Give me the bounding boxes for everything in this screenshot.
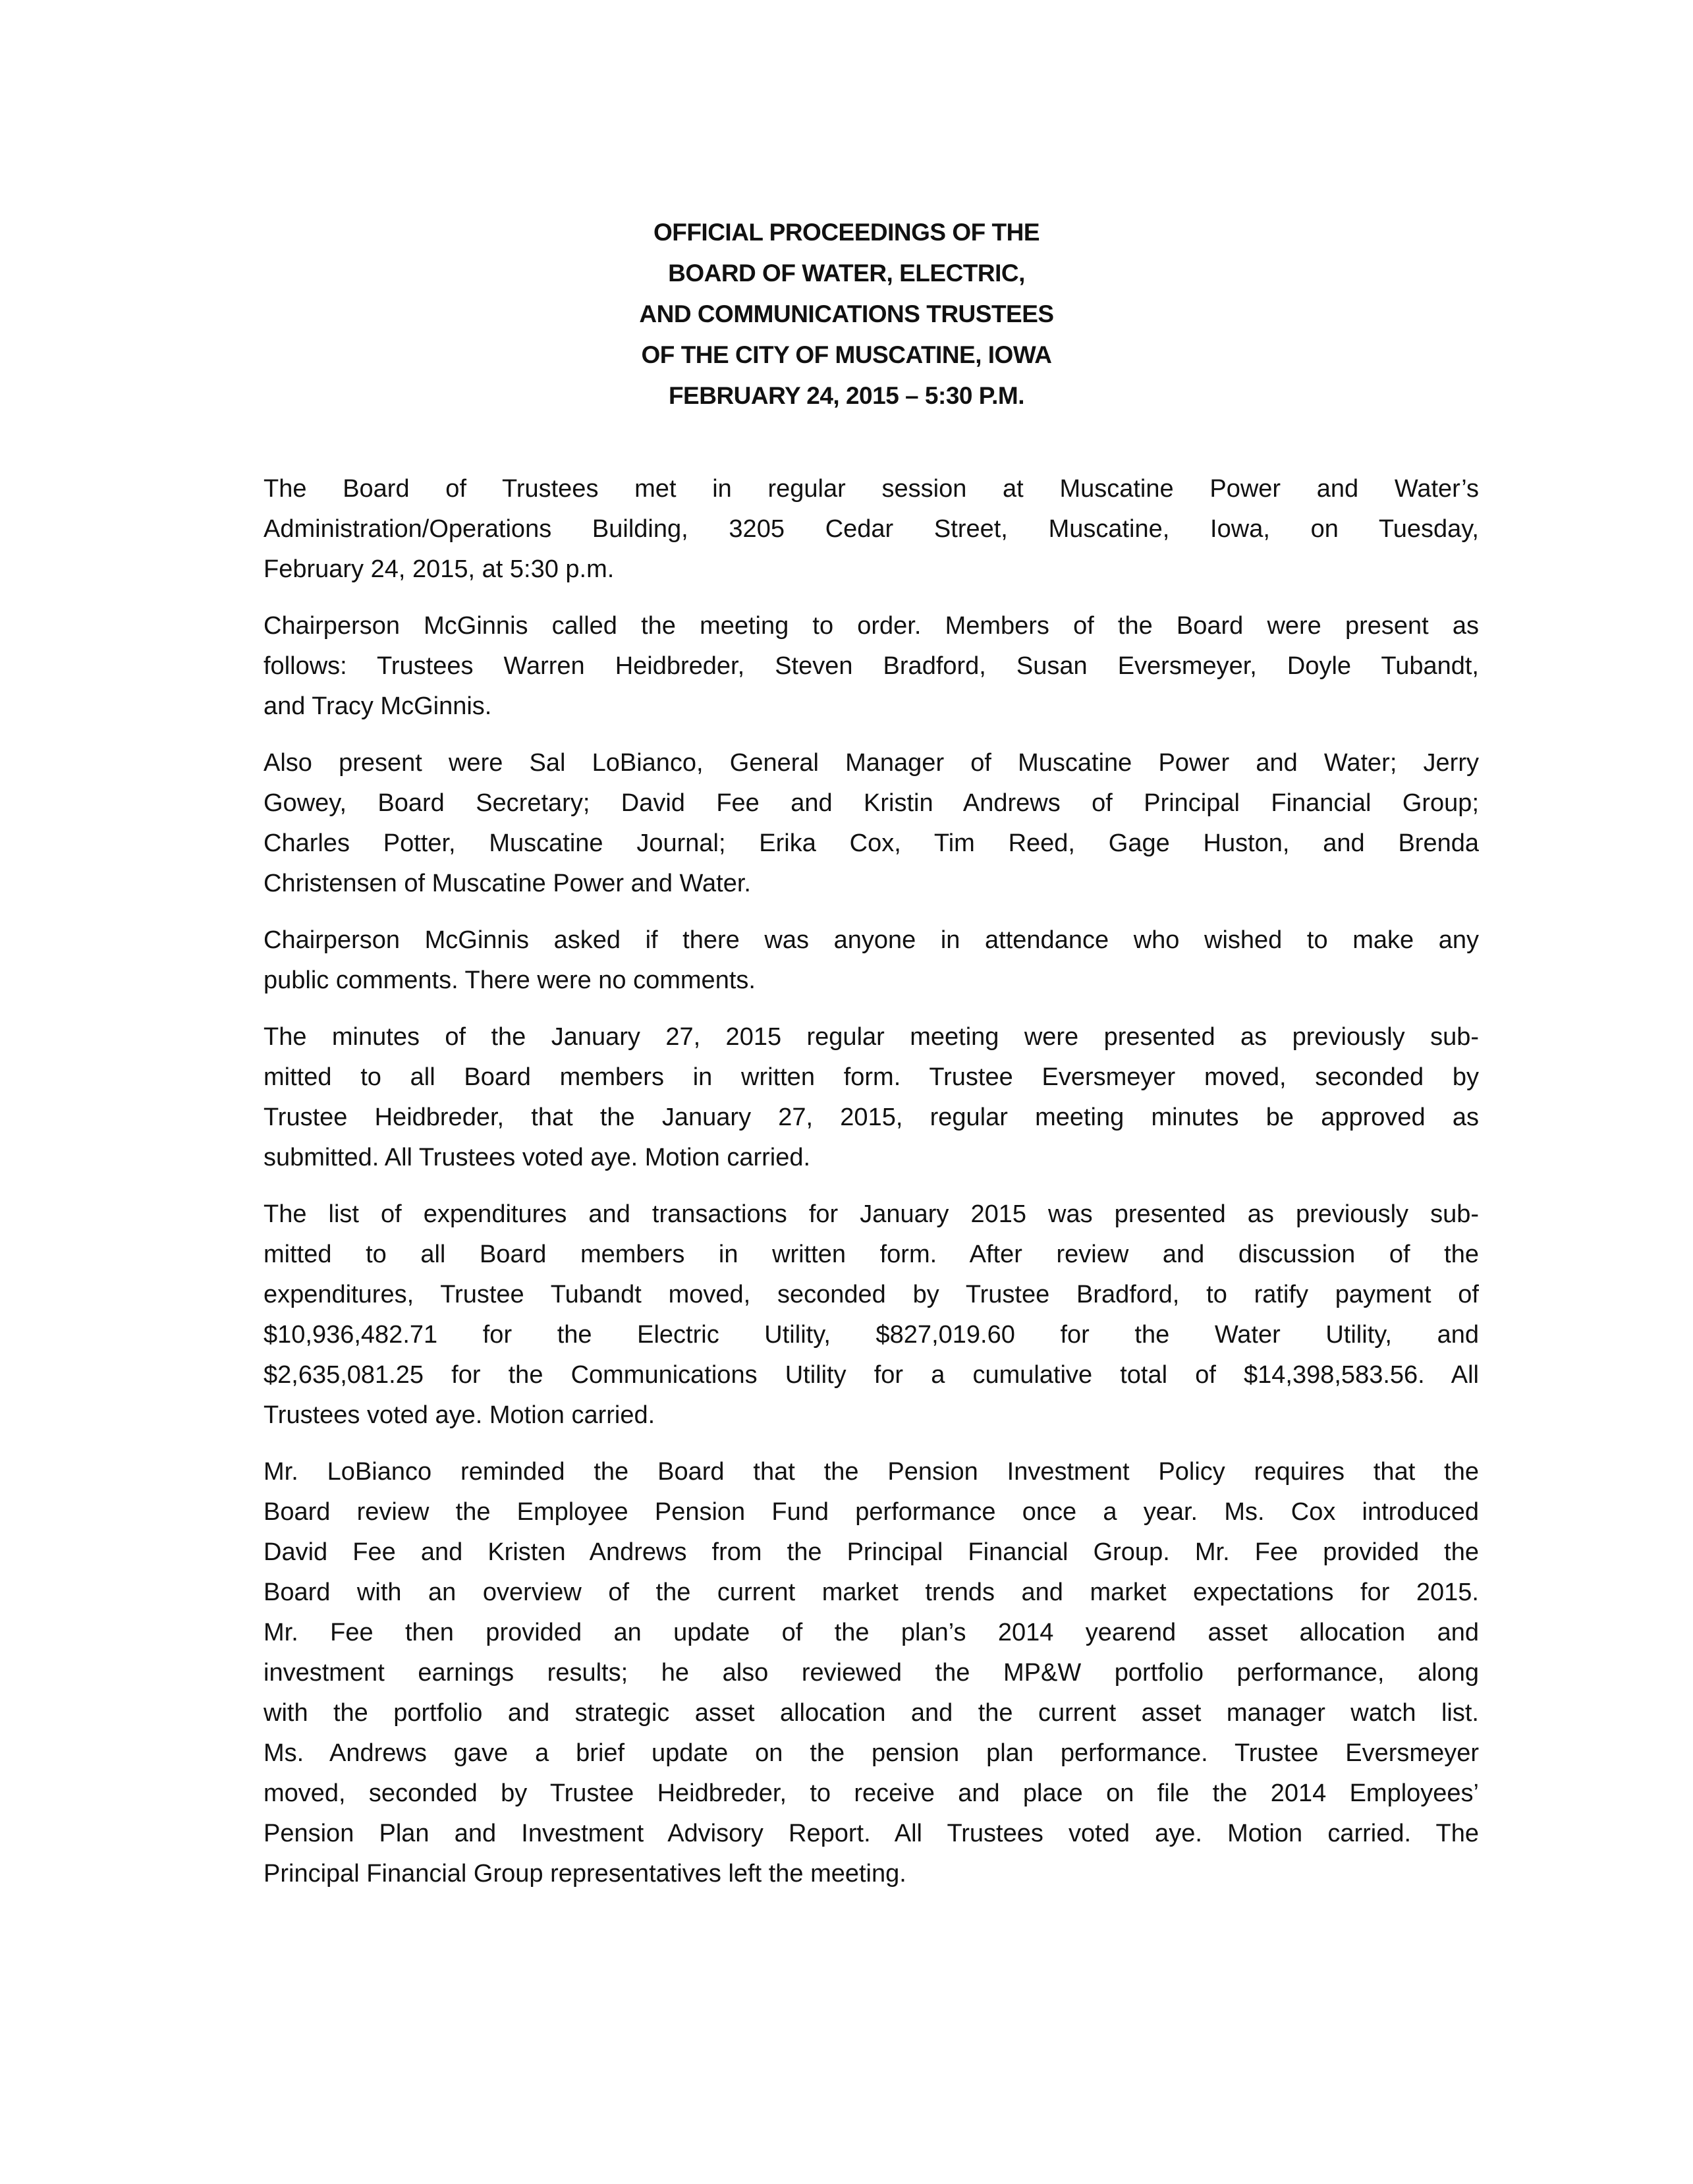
- heading-line: FEBRUARY 24, 2015 – 5:30 P.M.: [668, 382, 1025, 409]
- paragraph-line: $10,936,482.71 for the Electric Utility, $827,019.60 for the Water Utility, and: [264, 1321, 1479, 1349]
- document-body: [264, 469, 1479, 1911]
- paragraph-line: mitted to all Board members in written form. After review and discussion of the: [264, 1241, 1479, 1268]
- paragraph-line: investment earnings results; he also reviewed the MP&W portfolio performance, along: [264, 1659, 1479, 1687]
- paragraph-line: follows: Trustees Warren Heidbreder, Steven Bradford, Susan Eversmeyer, Doyle Tubandt,: [264, 652, 1479, 680]
- paragraph: [264, 920, 1479, 1001]
- paragraph-line: submitted. All Trustees voted aye. Motion carried.: [264, 1144, 811, 1171]
- heading-line: AND COMMUNICATIONS TRUSTEES: [639, 300, 1054, 327]
- paragraph: [264, 469, 1479, 590]
- paragraph-line: Ms. Andrews gave a brief update on the pension plan performance. Trustee Eversmeyer: [264, 1739, 1479, 1767]
- paragraph-line: moved, seconded by Trustee Heidbreder, to receive and place on file the 2014 Employees’: [264, 1779, 1479, 1807]
- paragraph-line: and Tracy McGinnis.: [264, 692, 492, 720]
- paragraph-line: Chairperson McGinnis called the meeting to order. Members of the Board were present as: [264, 612, 1479, 640]
- paragraph-line: mitted to all Board members in written form. Trustee Eversmeyer moved, seconded by: [264, 1063, 1479, 1091]
- paragraph-line: Mr. Fee then provided an update of the plan’s 2014 yearend asset allocation and: [264, 1619, 1479, 1646]
- paragraph-line: The Board of Trustees met in regular session at Muscatine Power and Water’s: [264, 475, 1479, 503]
- paragraph-line: public comments. There were no comments.: [264, 966, 756, 994]
- document-heading: [0, 212, 1693, 416]
- paragraph-line: Christensen of Muscatine Power and Water.: [264, 870, 751, 897]
- paragraph-line: Principal Financial Group representatives left the meeting.: [264, 1860, 906, 1888]
- paragraph: [264, 1017, 1479, 1178]
- paragraph-line: $2,635,081.25 for the Communications Utility for a cumulative total of $14,398,583.56. All: [264, 1361, 1479, 1389]
- heading-line: OFFICIAL PROCEEDINGS OF THE: [653, 219, 1040, 246]
- paragraph-line: Mr. LoBianco reminded the Board that the Pension Investment Policy requires that the: [264, 1458, 1479, 1486]
- paragraph-line: Chairperson McGinnis asked if there was anyone in attendance who wished to make any: [264, 926, 1479, 954]
- paragraph-line: The list of expenditures and transactions for January 2015 was presented as previously sub-: [264, 1200, 1479, 1228]
- paragraph: [264, 743, 1479, 904]
- paragraph-line: David Fee and Kristen Andrews from the Principal Financial Group. Mr. Fee provided the: [264, 1538, 1479, 1566]
- paragraph: [264, 606, 1479, 727]
- heading-line: OF THE CITY OF MUSCATINE, IOWA: [641, 341, 1052, 368]
- paragraph-line: February 24, 2015, at 5:30 p.m.: [264, 555, 615, 583]
- paragraph-line: with the portfolio and strategic asset allocation and the current asset manager watch list.: [264, 1699, 1479, 1727]
- paragraph-line: expenditures, Trustee Tubandt moved, seconded by Trustee Bradford, to ratify payment of: [264, 1281, 1479, 1308]
- paragraph-line: Also present were Sal LoBianco, General Manager of Muscatine Power and Water; Jerry: [264, 749, 1479, 777]
- paragraph-line: Charles Potter, Muscatine Journal; Erika Cox, Tim Reed, Gage Huston, and Brenda: [264, 829, 1479, 857]
- paragraph-line: Pension Plan and Investment Advisory Report. All Trustees voted aye. Motion carried. The: [264, 1820, 1479, 1847]
- paragraph-line: Board with an overview of the current market trends and market expectations for 2015.: [264, 1579, 1479, 1606]
- paragraph-line: Board review the Employee Pension Fund performance once a year. Ms. Cox introduced: [264, 1498, 1479, 1526]
- paragraph: [264, 1452, 1479, 1894]
- paragraph-line: Gowey, Board Secretary; David Fee and Kristin Andrews of Principal Financial Group;: [264, 789, 1479, 817]
- heading-line: BOARD OF WATER, ELECTRIC,: [668, 260, 1025, 287]
- paragraph: [264, 1194, 1479, 1436]
- paragraph-line: Trustees voted aye. Motion carried.: [264, 1401, 655, 1429]
- paragraph-line: The minutes of the January 27, 2015 regular meeting were presented as previously sub-: [264, 1023, 1479, 1051]
- paragraph-line: Trustee Heidbreder, that the January 27, 2015, regular meeting minutes be approved as: [264, 1104, 1479, 1131]
- paragraph-line: Administration/Operations Building, 3205 Cedar Street, Muscatine, Iowa, on Tuesday,: [264, 515, 1479, 543]
